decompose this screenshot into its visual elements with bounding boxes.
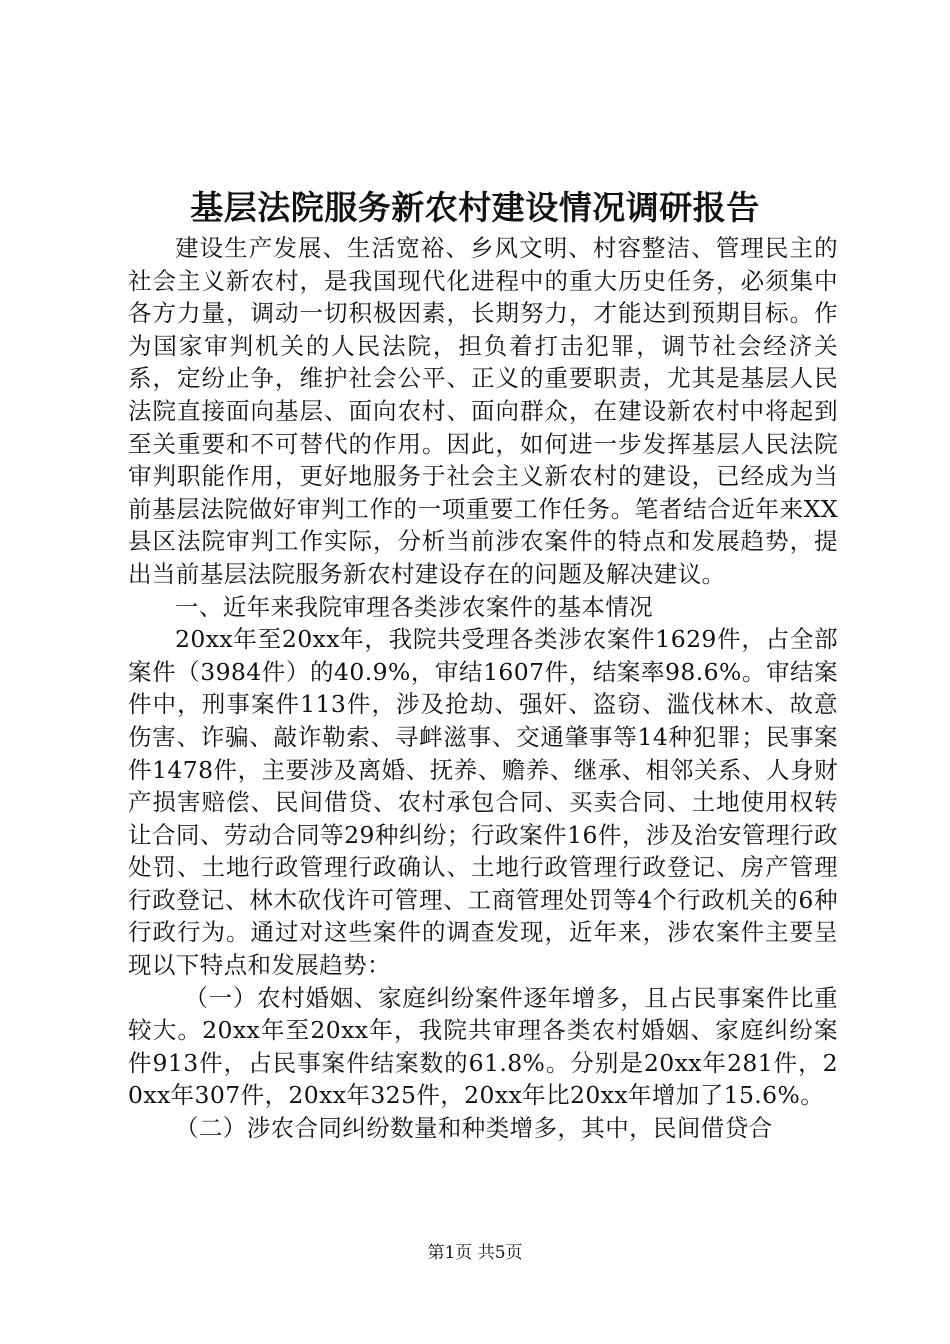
- paragraph-basic-situation: 20xx年至20xx年，我院共受理各类涉农案件1629件，占全部案件（3984件）的40.9%，审结1607件，结案率98.6%。审结案件中，刑事案件113件，涉及抢劫、强奸、盗窃、滥伐林木、故意伤害、诈骗、敲诈勒索、寻衅滋事、交通肇事等14种犯罪；民事案件1478件，主要涉及离婚、抚养、赡养、继承、相邻关系、人身财产损害赔偿、民间借贷、农村承包合同、买卖合同、土地使用权转让合同、劳动合同等29种纠纷；行政案件16件，涉及治安管理行政处罚、土地行政管理行政确认、土地行政管理行政登记、房产管理行政登记、林木砍伐许可管理、工商管理处罚等4个行政机关的6种行政行为。通过对这些案件的调查发现，近年来，涉农案件主要呈现以下特点和发展趋势：: [128, 625, 838, 980]
- document-body: [128, 232, 838, 1145]
- paragraph-subsection-1: （一）农村婚姻、家庭纠纷案件逐年增多，且占民事案件比重较大。20xx年至20xx年，我院共审理各类农村婚姻、家庭纠纷案件913件，占民事案件结案数的61.8%。分别是20xx年281件，20xx年307件，20xx年325件，20xx年比20xx年增加了15.6%。: [128, 983, 838, 1110]
- page-number-footer: 第1页 共5页: [427, 1243, 523, 1263]
- document-title: 基层法院服务新农村建设情况调研报告: [190, 188, 760, 227]
- paragraph-subsection-2: （二）涉农合同纠纷数量和种类增多，其中，民间借贷合: [175, 1114, 773, 1143]
- paragraph-intro: 建设生产发展、生活宽裕、乡风文明、村容整洁、管理民主的社会主义新农村，是我国现代化进程中的重大历史任务，必须集中各方力量，调动一切积极因素，长期努力，才能达到预期目标。作为国家审判机关的人民法院，担负着打击犯罪，调节社会经济关系，定纷止争，维护社会公平、正义的重要职责，尤其是基层人民法院直接面向基层、面向农村、面向群众，在建设新农村中将起到至关重要和不可替代的作用。因此，如何进一步发挥基层人民法院审判职能作用，更好地服务于社会主义新农村的建设，已经成为当前基层法院做好审判工作的一项重要工作任务。笔者结合近年来XX县区法院审判工作实际，分析当前涉农案件的特点和发展趋势，提出当前基层法院服务新农村建设存在的问题及解决建议。: [128, 234, 838, 588]
- section-heading-1: 一、近年来我院审理各类涉农案件的基本情况: [175, 592, 653, 621]
